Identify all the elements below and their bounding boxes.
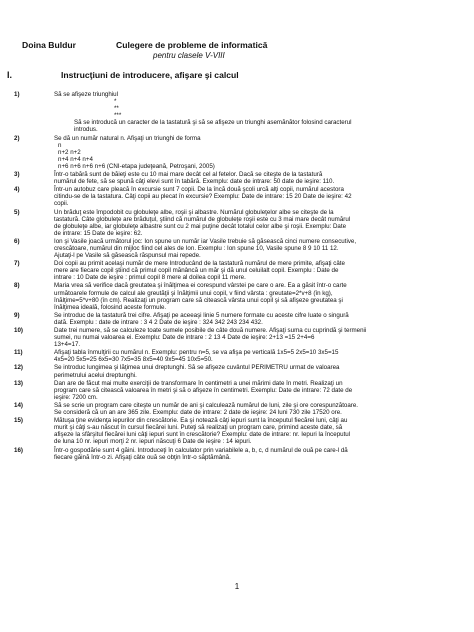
problem-text-line: Se introduc de la tastatură trei cifre. Afişaţi pe aceeaşi linie 5 numere formate cu aceste cifre luate o singură bbox=[54, 311, 349, 319]
problem-number: 2) bbox=[14, 134, 20, 142]
problem-text-line: n bbox=[58, 141, 62, 149]
problem-text-line: de intrare: 15 Date de ieşire: 62. bbox=[54, 229, 143, 237]
problem-number: 6) bbox=[14, 237, 20, 245]
problem-text-line: de luna 10 nr. iepuri morţi 2 nr. iepuri născuţi 6 Date de ieşire : 14 iepuri. bbox=[54, 438, 252, 446]
problem-text-line: următoarele formule de calcul ale greutăţii şi înălţimii unui copil, v fiind vârsta : greutate=2*v+8 (în kg), bbox=[54, 289, 333, 297]
problem-text-line: sumei, nu numai valoarea ei. Exemplu: Date de intrare : 2 13 4 Date de ieşire: 2+13 =15 2+4=6 bbox=[54, 334, 315, 342]
problem-text-line: Se consideră că un an are 365 zile. Exemplu: date de intrare: 2 date de ieşire: 24 luni 730 zile 17520 ore. bbox=[54, 409, 342, 417]
problem-number: 8) bbox=[14, 282, 20, 290]
problem-number: 1) bbox=[14, 91, 20, 98]
problem-text-line: înălţimea ideală, folosind aceste formule. bbox=[54, 303, 167, 311]
problem-text-line: Să se afişeze triunghiul bbox=[54, 91, 118, 98]
page-number: 1 bbox=[234, 582, 240, 591]
problem-text-line: n+4 n+4 n+4 bbox=[58, 155, 93, 163]
problem-text-line: 4x5=20 5x5=25 6x5=30 7x5=35 8x5=40 9x5=45 10x5=50. bbox=[54, 356, 213, 364]
problem-text-line: * bbox=[114, 98, 117, 106]
problem-text-line: ** bbox=[114, 105, 119, 113]
problem-text-line: Dan are de făcut mai multe exerciţii de transformare în centimetri a unei mărimi date în metri. Realizaţi un bbox=[54, 379, 343, 387]
problem-text-line: Într-un autobuz care pleacă în excursie sunt 7 copii. De la încă două şcoli urcă alţi copii, numărul acestora bbox=[54, 186, 344, 194]
problem-text-line: afişeze la sfârşitul fiecărei luni câţi iepuri sunt în crescătorie? Exemplu: date de intrare: nr. Iepuri la începutul bbox=[54, 431, 351, 439]
problem-text-line: *** bbox=[114, 112, 122, 120]
book-subtitle: pentru clasele V-VIII bbox=[153, 51, 225, 60]
problem-item bbox=[14, 238, 462, 259]
problem-text-line: introdus. bbox=[74, 126, 98, 134]
problem-text-line: program care să citească valoarea în metri şi să o afişeze în centimetri. Exemplu: Date de intrare: 72 date de bbox=[54, 386, 353, 394]
problem-item bbox=[14, 447, 462, 461]
problem-text-line: n+2 n+2 bbox=[58, 148, 81, 156]
problem-text-line: Într-o gospodărie sunt 4 găini. Introduceţi în calculator prin variabilele a, b, c, d numărul de ouă pe care-l dă bbox=[54, 446, 348, 454]
problem-number: 16) bbox=[14, 446, 23, 454]
problem-number: 11) bbox=[14, 349, 23, 357]
problem-text-line: Mătuşa ţine evidenţa iepurilor din crescătorie. Ea şi notează câţi iepuri sunt la începutul fiecărei luni, câţi au bbox=[54, 417, 348, 425]
problem-number: 10) bbox=[14, 327, 23, 334]
problem-item bbox=[14, 327, 462, 348]
problem-text-line: Ion şi Vasile joacă următorul joc: Ion spune un număr iar Vasile trebuie să găsească cinci numere consecutive, bbox=[54, 237, 357, 245]
section-number: I. bbox=[7, 70, 13, 80]
problem-number: 14) bbox=[14, 401, 23, 409]
problem-number: 7) bbox=[14, 260, 20, 268]
problem-item bbox=[14, 171, 462, 185]
problem-item bbox=[14, 260, 462, 281]
problem-item bbox=[14, 135, 462, 170]
problem-item bbox=[14, 380, 462, 401]
problem-item bbox=[14, 186, 462, 207]
problem-text-line: Să se introducă un caracter de la tastatură şi să se afişeze un triunghi asemănător folosind caracterul bbox=[74, 119, 352, 127]
problem-number: 15) bbox=[14, 417, 23, 425]
problem-text-line: Ajutaţi-l pe Vasile să găsească răspunsul mai repede. bbox=[54, 252, 201, 260]
problem-number: 3) bbox=[14, 171, 20, 179]
problem-text-line: 13+4=17. bbox=[54, 341, 81, 349]
problem-text-line: numărul de fete, să se spună câţi elevi sunt în tabără. Exemplu: date de intrare: 50 date de ieşire: 110. bbox=[54, 178, 335, 186]
problem-item bbox=[14, 282, 462, 310]
problem-text-line: crescătoare, numărul din mijloc fiind cel ales de Ion. Exemplu : Ion spune 10, Vasile spune 8 9 10 11 12. bbox=[54, 244, 339, 252]
problem-number: 5) bbox=[14, 208, 20, 216]
problem-text-line: perimetrului acelui dreptunghi. bbox=[54, 371, 137, 379]
problem-list bbox=[14, 91, 462, 462]
problem-number: 12) bbox=[14, 364, 23, 372]
problem-text-line: dată. Exemplu : date de intrare : 3 4 2 Date de ieşire : 324 342 243 234 432. bbox=[54, 318, 263, 326]
author-name: Doina Buldur bbox=[22, 40, 76, 50]
problem-item bbox=[14, 209, 462, 237]
problem-item bbox=[14, 349, 462, 363]
problem-text-line: Afişaţi tabla înmulţirii cu numărul n. Exemplu: pentru n=5, se va afişa pe verticală 1x5=5 2x5=10 3x5=15 bbox=[54, 349, 339, 357]
problem-number: 4) bbox=[14, 186, 20, 194]
problem-text-line: citindu-se de la tastatura. Câţi copii au plecat în excursie? Exemplu: Date de intrare: 15 20 Date de ieşire: 42 bbox=[54, 193, 352, 201]
problem-item bbox=[14, 417, 462, 445]
problem-text-line: tastatură. Câte globuleţe are brăduţul, ştiind că numărul de globuleţe roşii este cu 3 mai mare decât numărul bbox=[54, 215, 351, 223]
problem-text-line: Se introduc lungimea şi lăţimea unui dreptunghi. Să se afişeze cuvântul PERIMETRU urmat de valoarea bbox=[54, 364, 340, 372]
problem-text-line: Într-o tabără sunt de băieţi este cu 10 mai mare decât cel al fetelor. Dacă se citeşte de la tastatură bbox=[54, 171, 323, 179]
problem-item bbox=[14, 91, 462, 134]
problem-text-line: Să se scrie un program care citeşte un număr de ani şi calculează numărul de luni, zile şi ore corespunzătoare. bbox=[54, 401, 359, 409]
problem-text-line: n+6 n+6 n+6 n+6 (CNI-etapa judeţeană, Petroşani, 2005) bbox=[58, 162, 215, 170]
problem-text-line: ieşire: 7200 cm. bbox=[54, 393, 98, 401]
problem-item bbox=[14, 364, 462, 378]
problem-text-line: copii. bbox=[54, 200, 69, 208]
problem-text-line: de globuleţe albe, iar globuleţe albastre sunt cu 2 mai puţine decât totalul celor albe şi roşii. Exemplu: Date bbox=[54, 222, 347, 230]
problem-text-line: Maria vrea să verifice dacă greutatea şi înălţimea ei corespund vârstei pe care o are. Ea a găsit într-o carte bbox=[54, 282, 347, 290]
section-title: Instrucţiuni de introducere, afişare şi calcul bbox=[61, 70, 239, 80]
problem-text-line: fiecare găină într-o zi. Afişaţi câte ouă se obţin într-o săptămână. bbox=[54, 453, 231, 461]
problem-item bbox=[14, 402, 462, 416]
problem-number: 13) bbox=[14, 379, 23, 387]
problem-text-line: intrare : 10 Date de ieşire : primul copil 8 mere al doilea copil 11 mere. bbox=[54, 274, 246, 282]
problem-text-line: Se dă un număr natural n. Afişaţi un triunghi de forma bbox=[54, 134, 201, 142]
problem-number: 9) bbox=[14, 311, 20, 319]
problem-item bbox=[14, 312, 462, 326]
book-title: Culegere de probleme de informatică bbox=[116, 40, 268, 50]
problem-text-line: Doi copii au primit acelaşi număr de mere Introducând de la tastatură numărul de mere primite, afişaţi câte bbox=[54, 260, 345, 268]
problem-text-line: mere are fiecare copil ştiind că primul copil mănâncă un măr şi dă unul celuilalt copil. Exemplu : Date de bbox=[54, 267, 339, 275]
problem-text-line: Un brăduţ este împodobit cu globuleţe albe, roşii şi albastre. Numărul globuleţelor albe se citeşte de la bbox=[54, 208, 334, 216]
problem-text-line: murit şi câţi s-au născut în cursul fiecărei luni. Puteţi să realizaţi un program care, primind aceste date, să bbox=[54, 424, 343, 432]
problem-text-line: înălţime=5*v+80 (în cm). Realizaţi un program care să citească vârsta unui copil şi să afişeze greutatea şi bbox=[54, 296, 343, 304]
problem-text-line: Date trei numere, să se calculeze toate sumele posibile de câte două numere. Afişaţi suma cu cuprindă şi termenii bbox=[54, 327, 367, 334]
